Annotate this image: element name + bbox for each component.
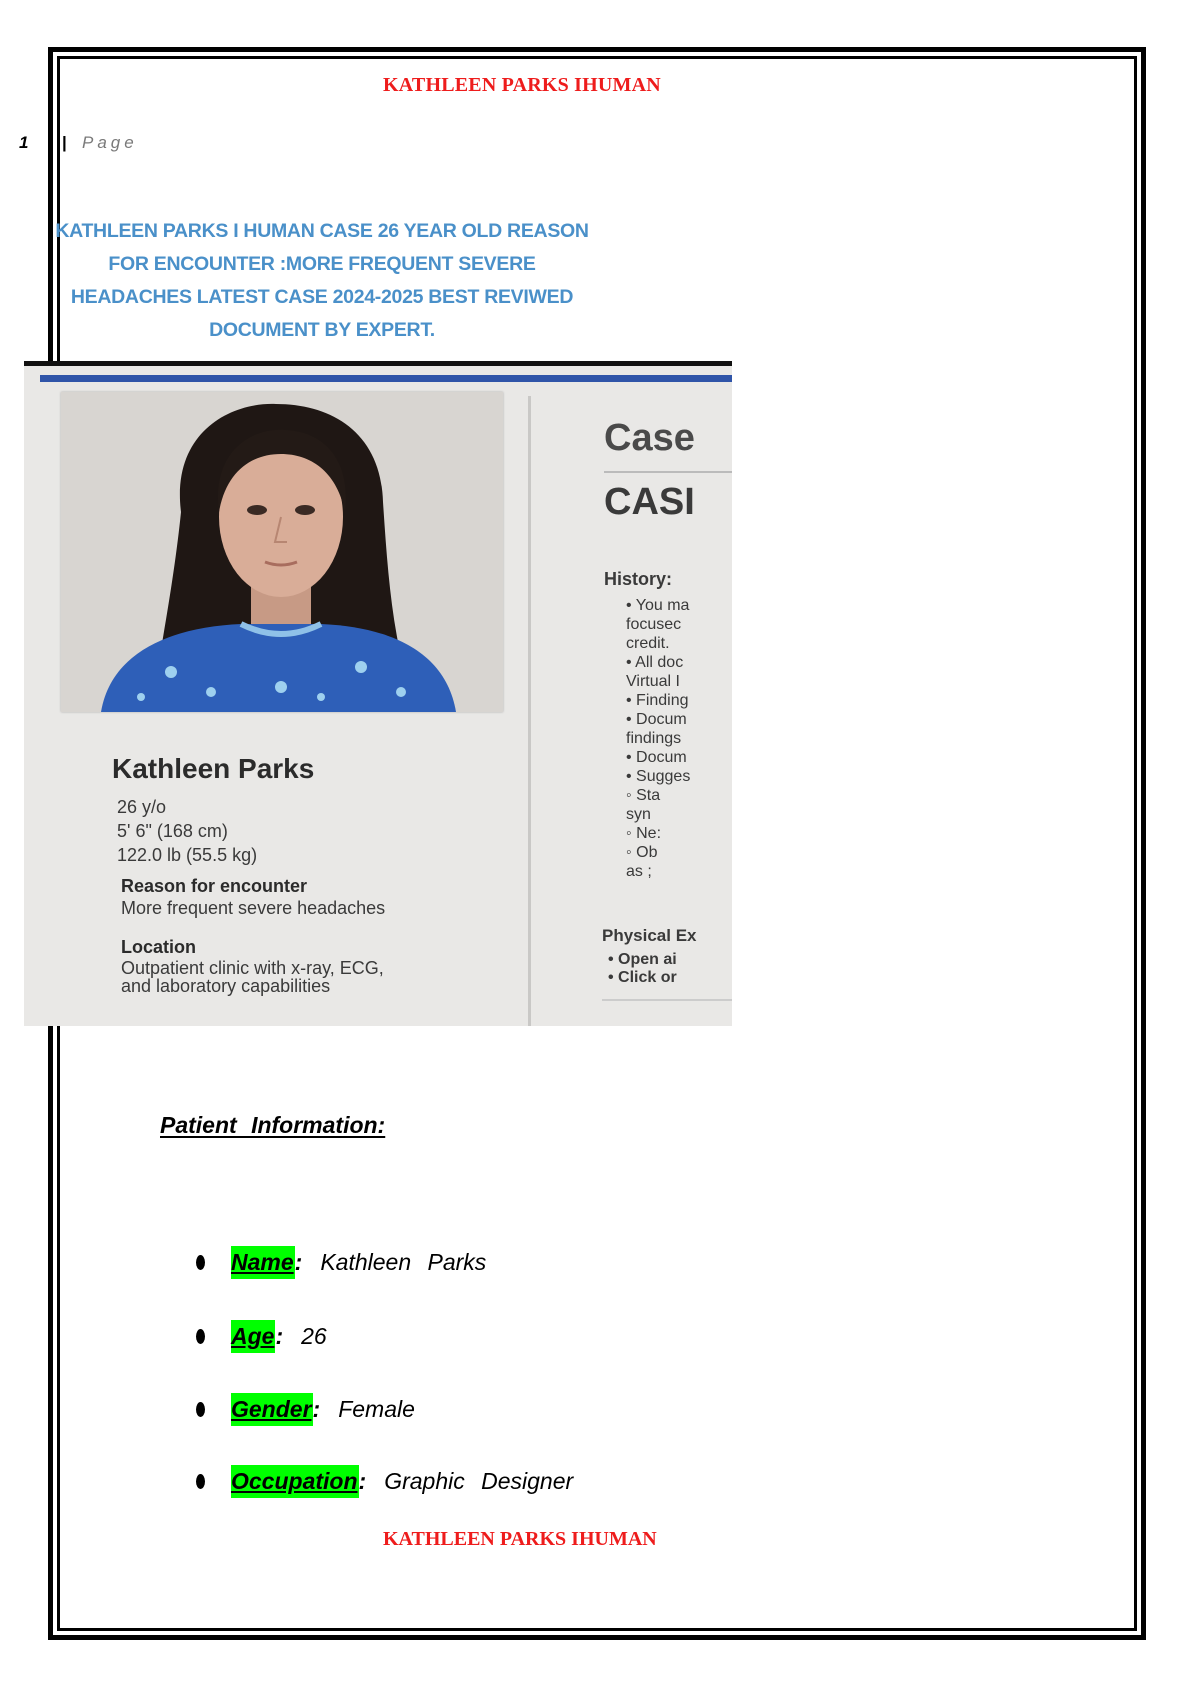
history-line: credit. bbox=[626, 635, 670, 652]
history-line: ◦ Sta bbox=[626, 787, 661, 804]
header-title: KATHLEEN PARKS IHUMAN bbox=[383, 74, 661, 96]
bullet-icon bbox=[196, 1329, 205, 1344]
footer-title: KATHLEEN PARKS IHUMAN bbox=[383, 1528, 657, 1550]
history-line: as ; bbox=[626, 863, 652, 880]
heading-line: KATHLEEN PARKS I HUMAN CASE 26 YEAR OLD REASON bbox=[55, 220, 589, 242]
photo-top-rule bbox=[24, 361, 732, 366]
bullet-icon bbox=[196, 1255, 205, 1270]
info-colon: : bbox=[294, 1248, 303, 1275]
history-line: • Finding bbox=[626, 692, 689, 709]
info-label-occupation: Occupation bbox=[231, 1465, 359, 1498]
page-word: Page bbox=[82, 133, 138, 152]
case-code: CASI bbox=[604, 481, 695, 523]
card-location-label: Location bbox=[121, 937, 196, 957]
card-height: 5' 6" (168 cm) bbox=[117, 821, 228, 841]
card-patient-name: Kathleen Parks bbox=[112, 753, 315, 784]
bullet-icon bbox=[196, 1402, 205, 1417]
history-line: • Sugges bbox=[626, 768, 691, 785]
info-row-gender bbox=[196, 1391, 415, 1427]
info-value-name: Kathleen Parks bbox=[320, 1248, 487, 1275]
heading-line: FOR ENCOUNTER :MORE FREQUENT SEVERE bbox=[108, 253, 536, 275]
history-line: focusec bbox=[626, 616, 682, 633]
card-reason-text: More frequent severe headaches bbox=[121, 898, 386, 918]
case-title-rule bbox=[604, 471, 732, 473]
photo-blue-bar bbox=[40, 375, 732, 382]
info-label-gender: Gender bbox=[231, 1393, 313, 1426]
card-reason-label: Reason for encounter bbox=[121, 876, 308, 896]
case-card-photo bbox=[24, 361, 732, 1026]
heading-line: DOCUMENT BY EXPERT. bbox=[209, 319, 435, 341]
physical-exam-list bbox=[608, 951, 677, 987]
info-colon: : bbox=[275, 1322, 284, 1349]
bullet-icon bbox=[196, 1474, 205, 1489]
photo-bottom-rule bbox=[602, 999, 732, 1001]
photo-column-divider bbox=[528, 396, 531, 1026]
info-row-occupation bbox=[196, 1463, 573, 1499]
card-vitals bbox=[117, 795, 257, 867]
history-line: syn bbox=[626, 806, 651, 823]
info-row-name bbox=[196, 1244, 486, 1280]
history-line: • You ma bbox=[626, 597, 690, 614]
patient-portrait-image bbox=[61, 392, 503, 712]
heading-line: HEADACHES LATEST CASE 2024-2025 BEST REVIWED bbox=[70, 286, 574, 308]
physical-line: • Click or bbox=[608, 969, 677, 986]
info-row-age bbox=[196, 1318, 327, 1354]
info-label-name: Name bbox=[231, 1246, 295, 1279]
info-value-occupation: Graphic Designer bbox=[384, 1467, 574, 1494]
case-title: Case bbox=[604, 417, 695, 459]
history-list bbox=[626, 596, 690, 881]
info-colon: : bbox=[358, 1467, 367, 1494]
info-value-age: 26 bbox=[301, 1322, 327, 1349]
document-heading bbox=[20, 215, 624, 347]
history-line: • Docum bbox=[626, 749, 687, 766]
history-line: Virtual I bbox=[626, 673, 680, 690]
info-label-age: Age bbox=[231, 1320, 275, 1353]
page-separator: | bbox=[62, 133, 67, 152]
history-line: • All doc bbox=[626, 654, 684, 671]
page-number: 1 bbox=[19, 133, 29, 152]
card-age: 26 y/o bbox=[117, 797, 167, 817]
history-label: History: bbox=[604, 569, 673, 589]
patient-portrait bbox=[61, 392, 503, 712]
history-line: • Docum bbox=[626, 711, 687, 728]
physical-line: • Open ai bbox=[608, 951, 677, 968]
history-line: findings bbox=[626, 730, 682, 747]
history-line: ◦ Ob bbox=[626, 844, 658, 861]
info-colon: : bbox=[312, 1395, 321, 1422]
card-location-text-1: Outpatient clinic with x-ray, ECG, bbox=[121, 958, 384, 978]
card-location-text-2: and laboratory capabilities bbox=[121, 976, 331, 996]
patient-info-title: Patient Information: bbox=[160, 1112, 386, 1138]
physical-exam-label: Physical Ex bbox=[602, 926, 697, 945]
history-line: ◦ Ne: bbox=[626, 825, 662, 842]
info-value-gender: Female bbox=[338, 1395, 415, 1422]
card-weight: 122.0 lb (55.5 kg) bbox=[117, 845, 258, 865]
